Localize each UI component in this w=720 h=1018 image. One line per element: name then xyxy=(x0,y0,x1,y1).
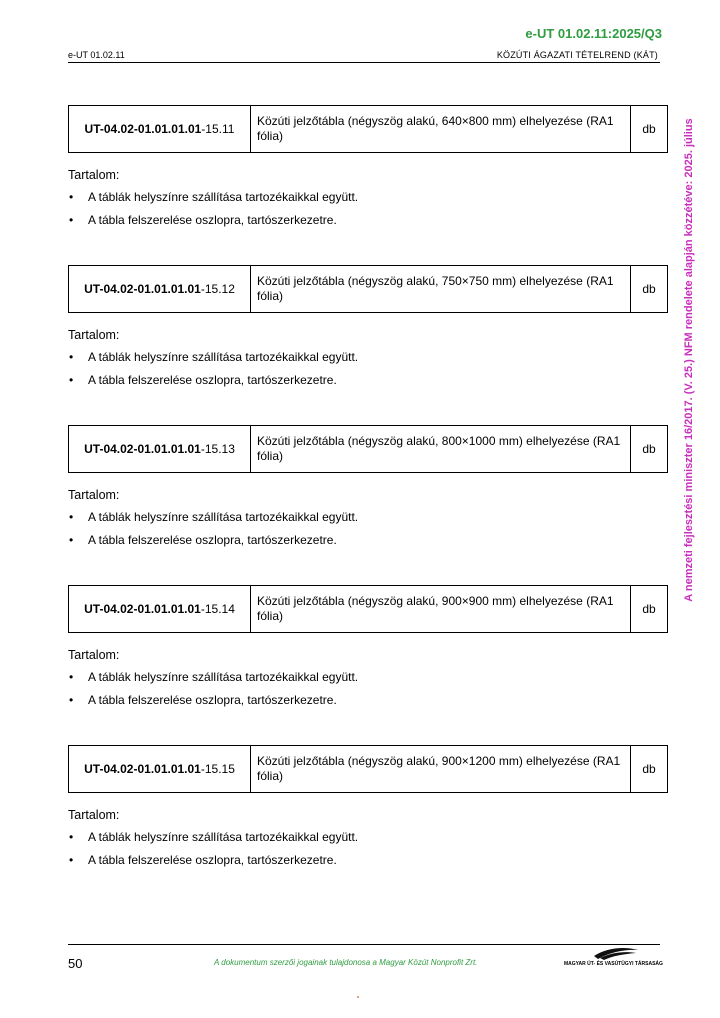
item-code-cell xyxy=(69,426,251,472)
item-code-bold: UT-04.02-01.01.01.01 xyxy=(84,762,201,776)
item-code-rest: -15.15 xyxy=(200,762,235,776)
bullet-list xyxy=(68,510,668,548)
header-left: e-UT 01.02.11 xyxy=(68,50,125,60)
item-description: Közúti jelzőtábla (négyszög alakú, 640×800 mm) elhelyezése (RA1 fólia) xyxy=(251,106,631,152)
bullet-item: • A tábla felszerelése oszlopra, tartószerkezetre. xyxy=(68,533,668,548)
bullet-item: • A tábla felszerelése oszlopra, tartószerkezetre. xyxy=(68,693,668,708)
bullet-item: • A tábla felszerelése oszlopra, tartószerkezetre. xyxy=(68,213,668,228)
item-code-cell xyxy=(69,586,251,632)
content-label: Tartalom: xyxy=(68,808,120,822)
page-number: 50 xyxy=(68,956,83,971)
item-code-rest: -15.11 xyxy=(201,122,235,136)
item-code-bold: UT-04.02-01.01.01.01 xyxy=(84,442,201,456)
item-code-bold: UT-04.02-01.01.01.01 xyxy=(84,282,201,296)
item-description: Közúti jelzőtábla (négyszög alakú, 800×1000 mm) elhelyezése (RA1 fólia) xyxy=(251,426,631,472)
footer-copyright: A dokumentum szerzői jogainak tulajdonosa a Magyar Közút Nonprofit Zrt. xyxy=(214,958,478,967)
side-note: A nemzeti fejlesztési miniszter 16/2017. (V. 25.) NFM rendelete alapján közzétéve: 2025. július xyxy=(683,118,695,602)
bullet-item: • A tábla felszerelése oszlopra, tartószerkezetre. xyxy=(68,853,668,868)
item-block xyxy=(68,265,668,396)
item-description: Közúti jelzőtábla (négyszög alakú, 900×900 mm) elhelyezése (RA1 fólia) xyxy=(251,586,631,632)
item-table xyxy=(68,105,668,153)
item-table xyxy=(68,585,668,633)
item-code-bold: UT-04.02-01.01.01.01 xyxy=(84,602,201,616)
item-code-rest: -15.14 xyxy=(200,602,235,616)
content-label: Tartalom: xyxy=(68,488,120,502)
bullet-list xyxy=(68,350,668,388)
bullet-item: • A tábla felszerelése oszlopra, tartószerkezetre. xyxy=(68,373,668,388)
item-code-bold: UT-04.02-01.01.01.01 xyxy=(84,122,202,136)
item-unit: db xyxy=(642,602,656,616)
item-code-rest: -15.13 xyxy=(200,442,235,456)
bullet-list xyxy=(68,670,668,708)
item-code-cell xyxy=(69,266,251,312)
item-description: Közúti jelzőtábla (négyszög alakú, 750×750 mm) elhelyezése (RA1 fólia) xyxy=(251,266,631,312)
bullet-item: • A táblák helyszínre szállítása tartozékaikkal együtt. xyxy=(68,670,668,685)
content-label: Tartalom: xyxy=(68,648,120,662)
bullet-item: • A táblák helyszínre szállítása tartozékaikkal együtt. xyxy=(68,830,668,845)
item-table xyxy=(68,745,668,793)
item-description: Közúti jelzőtábla (négyszög alakú, 900×1200 mm) elhelyezése (RA1 fólia) xyxy=(251,746,631,792)
content-label: Tartalom: xyxy=(68,168,120,182)
content-label: Tartalom: xyxy=(68,328,120,342)
bullet-item: • A táblák helyszínre szállítása tartozékaikkal együtt. xyxy=(68,350,668,365)
item-block xyxy=(68,585,668,716)
bullet-item: • A táblák helyszínre szállítása tartozékaikkal együtt. xyxy=(68,190,668,205)
dot-mark xyxy=(357,996,359,998)
header-rule xyxy=(68,62,660,63)
item-unit: db xyxy=(642,122,656,136)
item-code-cell xyxy=(69,106,251,152)
item-block xyxy=(68,425,668,556)
item-code-cell xyxy=(69,746,251,792)
bullet-list xyxy=(68,190,668,228)
bullet-item: • A táblák helyszínre szállítása tartozékaikkal együtt. xyxy=(68,510,668,525)
item-unit: db xyxy=(642,442,656,456)
item-table xyxy=(68,425,668,473)
item-block xyxy=(68,105,668,236)
item-unit: db xyxy=(642,282,656,296)
header-right: KÖZÚTI ÁGAZATI TÉTELREND (KÁT) xyxy=(496,50,658,60)
item-code-rest: -15.12 xyxy=(200,282,235,296)
item-unit: db xyxy=(642,762,656,776)
footer-rule xyxy=(68,944,660,945)
bullet-list xyxy=(68,830,668,868)
doc-code: e-UT 01.02.11:2025/Q3 xyxy=(525,26,662,41)
company-logo-text: MAGYAR ÚT- ÉS VASÚTÜGYI TÁRSASÁG xyxy=(564,961,663,967)
item-block xyxy=(68,745,668,876)
item-table xyxy=(68,265,668,313)
